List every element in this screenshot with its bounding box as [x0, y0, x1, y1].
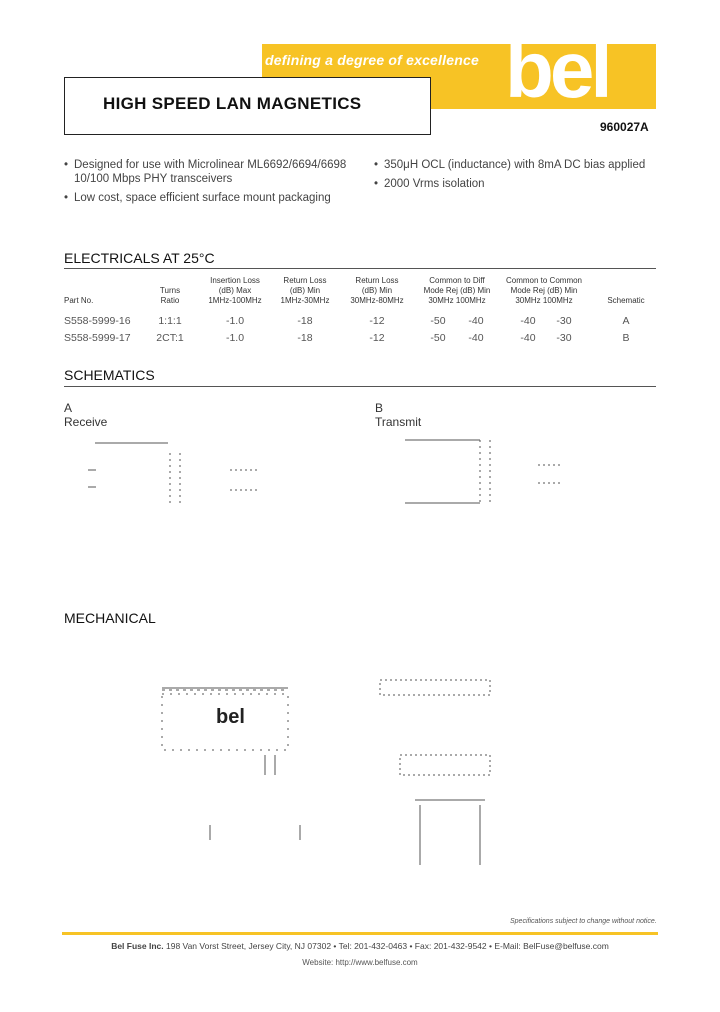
cell-part: S558-5999-17 — [64, 332, 131, 344]
footer-contact — [62, 941, 658, 951]
schematic-a-diagram — [60, 425, 360, 535]
cell-cc100: -30 — [556, 332, 572, 344]
electricals-heading: ELECTRICALS AT 25°C — [64, 250, 215, 266]
cell-il: -1.0 — [225, 332, 245, 344]
schematic-a-letter: A — [64, 401, 73, 415]
mechanical-logo: bel — [216, 706, 245, 728]
col-turns: Turns Ratio — [159, 286, 181, 305]
feature-item: • 350μH OCL (inductance) with 8mA DC bias applied — [374, 159, 646, 171]
footer-website[interactable]: Website: http://www.belfuse.com — [302, 958, 418, 967]
footer-rule — [62, 932, 658, 935]
mechanical-heading: MECHANICAL — [64, 610, 156, 626]
electricals-rule — [64, 268, 656, 269]
cell-part: S558-5999-16 — [64, 315, 131, 327]
cell-cc30: -40 — [520, 332, 536, 344]
feature-item: • Low cost, space efficient surface mount packaging — [64, 192, 331, 204]
cell-cc30: -40 — [520, 315, 536, 327]
cell-schematic: A — [622, 315, 630, 327]
cell-cd30: -50 — [430, 332, 446, 344]
cell-rl2: -12 — [369, 332, 385, 344]
cell-ratio: 1:1:1 — [158, 315, 182, 327]
bel-logo: bel — [505, 25, 609, 114]
schematic-b-diagram — [380, 425, 660, 535]
cell-cd30: -50 — [430, 315, 446, 327]
schematic-b-label: Transmit — [375, 415, 422, 429]
cell-rl2: -12 — [369, 315, 385, 327]
company-address: 198 Van Vorst Street, Jersey City, NJ 07302 • Tel: 201-432-0463 • Fax: 201-432-9542 • E-Mail: BelFuse@belfuse.com — [166, 941, 609, 951]
col-part-no: Part No. — [64, 296, 94, 305]
feature-item: • 2000 Vrms isolation — [374, 178, 485, 190]
col-insertion-loss: Insertion Loss (dB) Max 1MHz-100MHz — [208, 276, 262, 305]
tagline: defining a degree of excellence — [265, 52, 479, 68]
schematic-a-label: Receive — [64, 415, 108, 429]
document-number: 960027A — [600, 120, 649, 134]
cell-cd100: -40 — [468, 315, 484, 327]
schematic-b-letter: B — [375, 401, 384, 415]
feature-item-continued: 10/100 Mbps PHY transceivers — [74, 173, 233, 185]
col-cm-to-cm: Common to Common Mode Rej (dB) Min 30MHz 100MHz — [505, 276, 583, 305]
company-name: Bel Fuse Inc. — [111, 941, 164, 951]
schematics-rule — [64, 386, 656, 387]
feature-list-right — [374, 158, 664, 191]
page-title: HIGH SPEED LAN MAGNETICS — [103, 94, 362, 113]
cell-schematic: B — [622, 332, 630, 344]
col-return-loss-2: Return Loss (dB) Min 30MHz-80MHz — [350, 276, 404, 305]
cell-cc100: -30 — [556, 315, 572, 327]
mechanical-drawing — [150, 650, 510, 900]
cell-rl1: -18 — [297, 315, 313, 327]
cell-il: -1.0 — [225, 315, 245, 327]
col-cm-to-diff: Common to Diff Mode Rej (dB) Min 30MHz 100MHz — [423, 276, 491, 305]
col-return-loss-1: Return Loss (dB) Min 1MHz-30MHz — [280, 276, 330, 305]
cell-ratio: 2CT:1 — [156, 332, 184, 344]
schematics-heading: SCHEMATICS — [64, 367, 155, 383]
spec-note: Specifications subject to change without notice. — [510, 918, 657, 925]
cell-rl1: -18 — [297, 332, 313, 344]
cell-cd100: -40 — [468, 332, 484, 344]
feature-item: • Designed for use with Microlinear ML6692/6694/6698 — [64, 159, 347, 171]
feature-list-left — [64, 158, 364, 205]
col-schematic: Schematic — [607, 296, 645, 305]
